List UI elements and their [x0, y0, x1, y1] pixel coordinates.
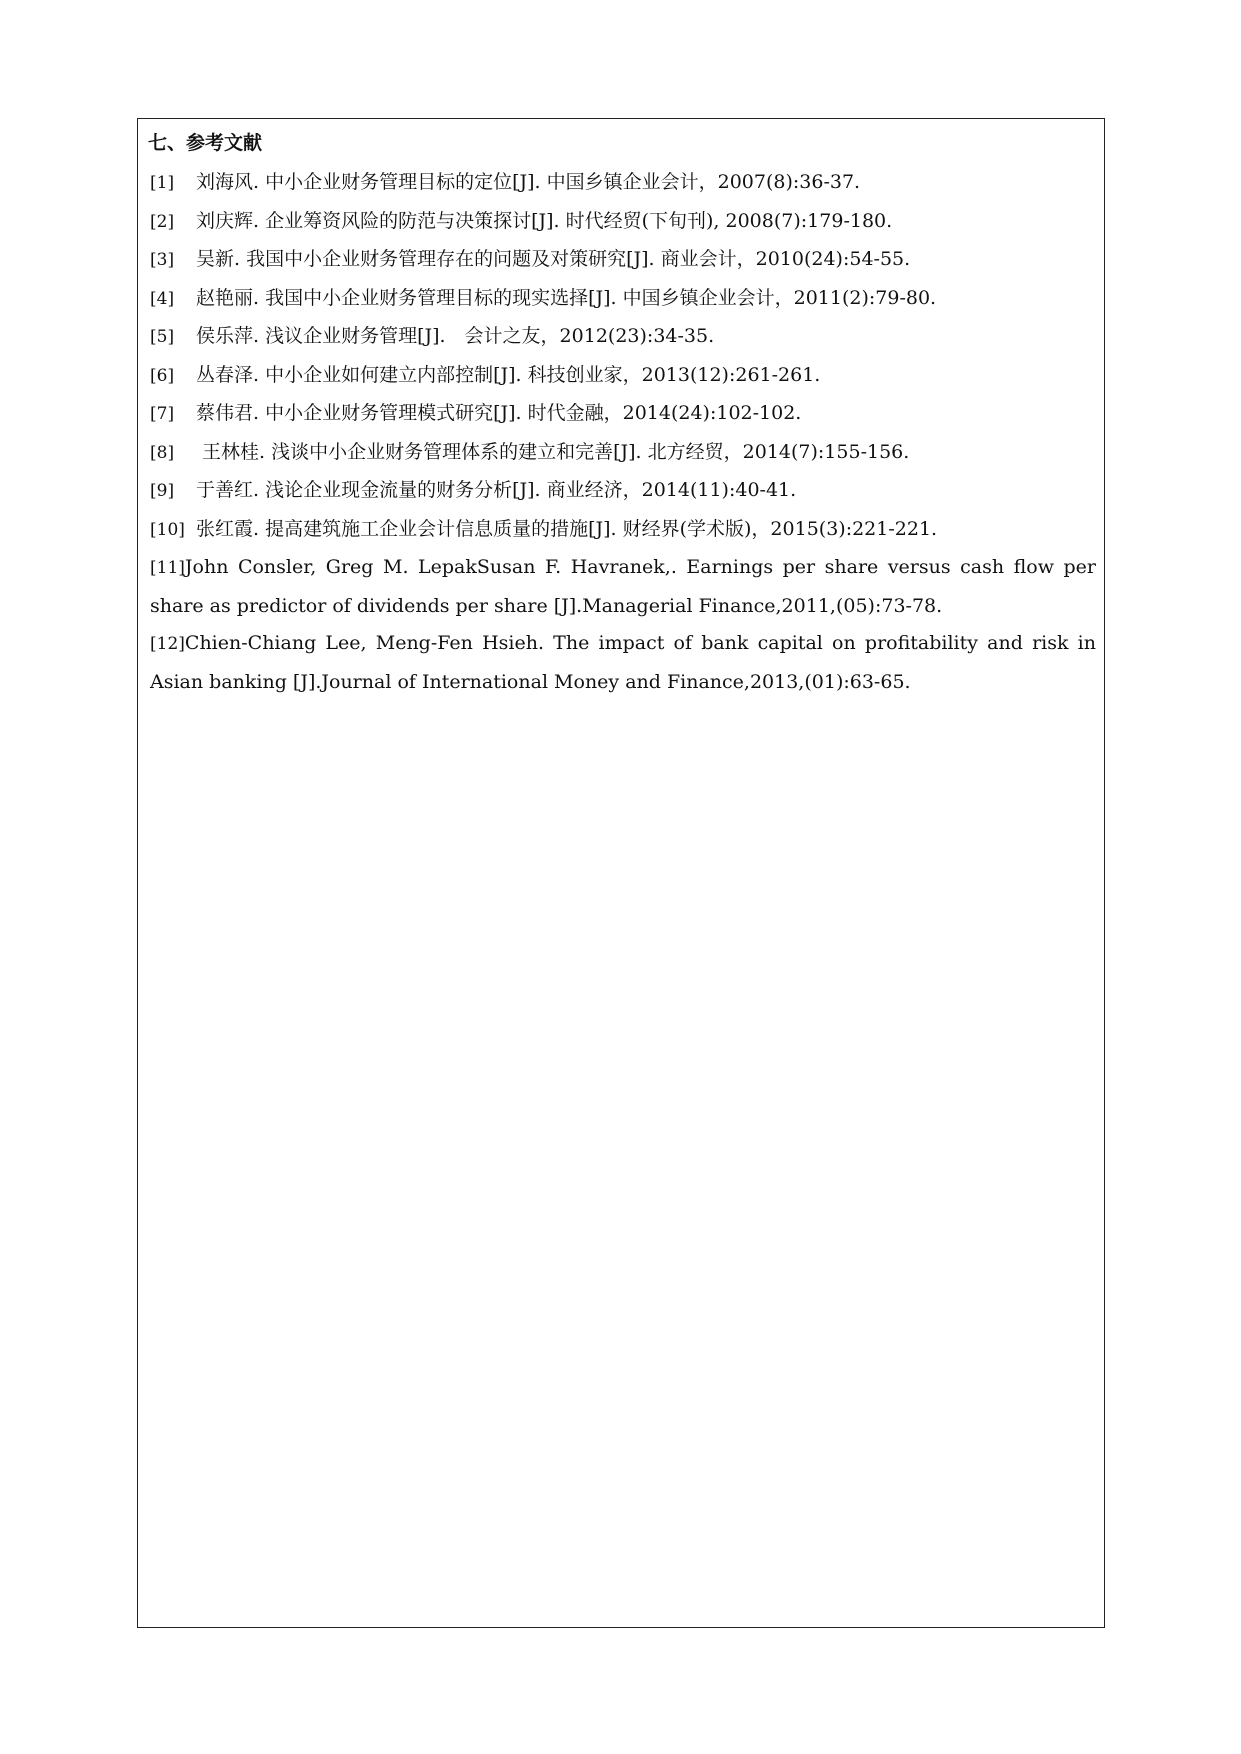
reference-item [150, 164, 1096, 203]
section-heading: 七、参考文献 [148, 132, 263, 154]
reference-text: 赵艳丽. 我国中小企业财务管理目标的现实选择[J]. 中国乡镇企业会计，2011(2):79-80. [196, 286, 937, 309]
reference-number: [4] [150, 288, 175, 309]
reference-item [150, 395, 1096, 434]
reference-item [150, 511, 1096, 550]
reference-text: 蔡伟君. 中小企业财务管理模式研究[J]. 时代金融，2014(24):102-102. [196, 402, 802, 424]
reference-item [150, 434, 1096, 473]
reference-number: [3] [150, 250, 175, 270]
reference-number: [11] [150, 558, 185, 578]
reference-number: [1] [150, 173, 175, 193]
reference-number: [12] [150, 634, 185, 654]
reference-text: 侯乐萍. 浅议企业财务管理[J]. 会计之友，2012(23):34-35. [196, 325, 715, 347]
reference-item [150, 625, 1096, 701]
reference-text: 刘海风. 中小企业财务管理目标的定位[J]. 中国乡镇企业会计，2007(8):36-37. [196, 171, 861, 193]
reference-number: [9] [150, 481, 175, 501]
reference-item [150, 280, 1096, 319]
reference-number: [8] [150, 442, 175, 463]
content-table-cell [137, 118, 1105, 1628]
reference-text: 王林桂. 浅谈中小企业财务管理体系的建立和完善[J]. 北方经贸，2014(7):155-156. [196, 440, 910, 463]
reference-item [150, 241, 1096, 280]
reference-number: [2] [150, 211, 175, 232]
reference-text: 张红霞. 提高建筑施工企业会计信息质量的措施[J]. 财经界(学术版)，2015(3):221-221. [196, 517, 938, 540]
reference-text: 于善红. 浅论企业现金流量的财务分析[J]. 商业经济，2014(11):40-41. [196, 479, 797, 501]
reference-item [150, 203, 1096, 242]
reference-item [150, 318, 1096, 357]
reference-list [150, 164, 1096, 701]
reference-number: [5] [150, 327, 175, 347]
reference-item [150, 472, 1096, 511]
reference-text: Chien-Chiang Lee, Meng-Fen Hsieh. The impact of bank capital on profitability and risk in Asian banking [J].Journal of International Money and Finance,2013,(01):63-65. [150, 632, 1096, 693]
reference-text: 吴新. 我国中小企业财务管理存在的问题及对策研究[J]. 商业会计，2010(24):54-55. [196, 248, 911, 270]
reference-number: [6] [150, 365, 175, 386]
reference-text: John Consler, Greg M. LepakSusan F. Havranek,. Earnings per share versus cash flow per share as predictor of dividends per share [J].Managerial Finance,2011,(05):73-78. [150, 556, 1096, 617]
reference-item [150, 357, 1096, 396]
reference-text: 丛春泽. 中小企业如何建立内部控制[J]. 科技创业家，2013(12):261-261. [196, 363, 821, 386]
reference-number: [10] [150, 519, 185, 540]
reference-text: 刘庆辉. 企业筹资风险的防范与决策探讨[J]. 时代经贸(下旬刊), 2008(7):179-180. [196, 209, 893, 232]
reference-item [150, 549, 1096, 625]
reference-number: [7] [150, 404, 175, 424]
